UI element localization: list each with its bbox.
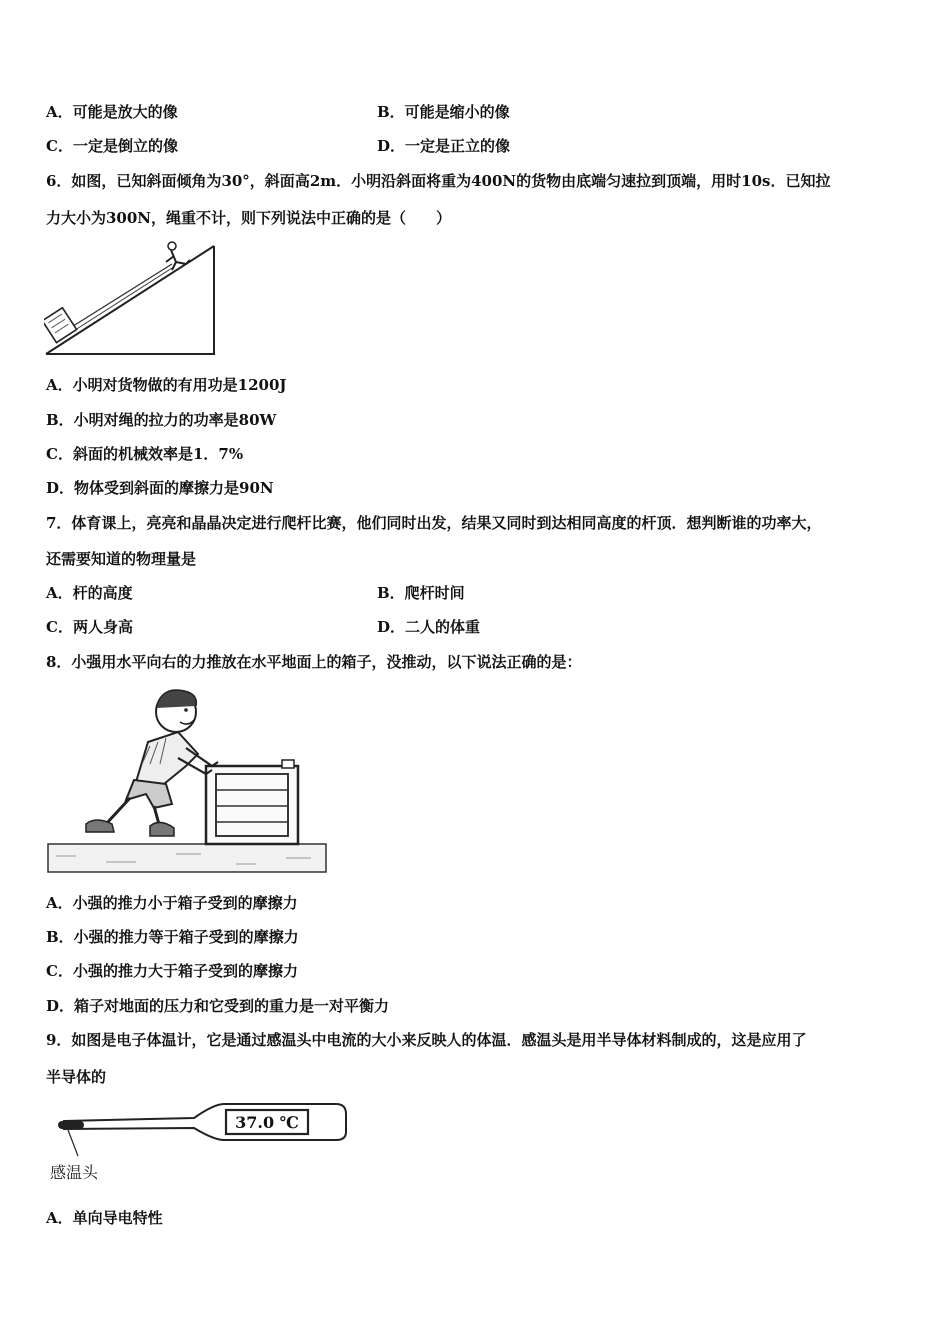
q9-stem-line1: 9．如图是电子体温计，它是通过感温头中电流的大小来反映人的体温．感温头是用半导体材料制成的，这是应用了 — [46, 1031, 807, 1049]
q5-option-b: B．可能是缩小的像 — [377, 103, 510, 121]
q7-option-c: C．两人身高 — [46, 618, 133, 636]
q8-option-d: D．箱子对地面的压力和它受到的重力是一对平衡力 — [46, 997, 390, 1015]
q7-stem-line1: 7．体育课上，亮亮和晶晶决定进行爬杆比赛，他们同时出发，结果又同时到达相同高度的杆顶．想判断谁的功率大， — [46, 514, 822, 532]
q7-option-b: B．爬杆时间 — [377, 584, 465, 602]
q9-option-a: A．单向导电特性 — [46, 1209, 163, 1227]
sensor-label: 感温头 — [50, 1163, 99, 1182]
q8-option-b: B．小强的推力等于箱子受到的摩擦力 — [46, 928, 299, 946]
thermometer-display: 37.0 ℃ — [235, 1113, 299, 1132]
q6-stem-line2: 力大小为300N，绳重不计，则下列说法中正确的是（ ） — [46, 209, 452, 227]
q7-option-d: D．二人的体重 — [377, 618, 481, 636]
q8-option-c: C．小强的推力大于箱子受到的摩擦力 — [46, 962, 298, 980]
q6-option-a: A．小明对货物做的有用功是1200J — [46, 376, 287, 394]
q7-stem-line2: 还需要知道的物理量是 — [46, 550, 197, 568]
q5-option-c: C．一定是倒立的像 — [46, 137, 178, 155]
q6-option-b: B．小明对绳的拉力的功率是80W — [46, 411, 277, 429]
incline-figure — [44, 238, 219, 360]
push-box-figure — [46, 686, 328, 876]
q7-option-a: A．杆的高度 — [46, 584, 133, 602]
q6-stem-line1: 6．如图，已知斜面倾角为30°，斜面高2m．小明沿斜面将重为400N的货物由底端匀速拉到顶端，用时10s．已知拉 — [46, 172, 831, 190]
q9-stem-line2: 半导体的 — [46, 1068, 107, 1086]
q8-stem: 8．小强用水平向右的力推放在水平地面上的箱子，没推动，以下说法正确的是： — [46, 653, 582, 671]
q5-option-d: D．一定是正立的像 — [377, 137, 511, 155]
thermometer-figure — [44, 1098, 354, 1188]
q6-option-d: D．物体受到斜面的摩擦力是90N — [46, 479, 274, 497]
q8-option-a: A．小强的推力小于箱子受到的摩擦力 — [46, 894, 298, 912]
q5-option-a: A．可能是放大的像 — [46, 103, 178, 121]
q6-option-c: C．斜面的机械效率是1．7% — [46, 445, 244, 463]
